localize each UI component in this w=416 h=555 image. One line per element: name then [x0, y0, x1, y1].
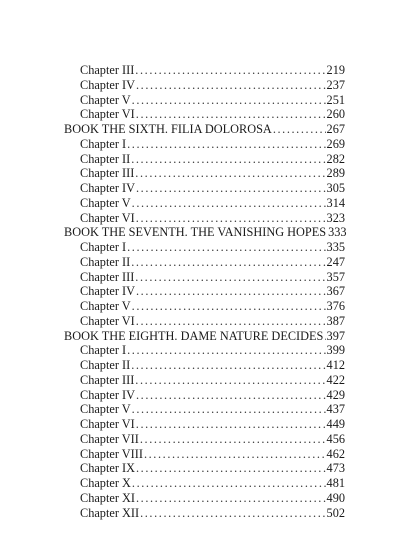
page-number: 333 — [328, 225, 347, 240]
chapter-title: Chapter V — [80, 195, 131, 210]
chapter-title: Chapter IX — [80, 461, 135, 476]
dot-leader — [135, 373, 325, 388]
dot-leader — [135, 166, 325, 181]
toc-chapter-entry — [64, 314, 345, 329]
toc-chapter-entry — [64, 240, 345, 255]
dot-leader — [132, 476, 326, 491]
dot-leader — [131, 255, 325, 270]
dot-leader — [144, 447, 326, 462]
toc-chapter-entry — [64, 402, 345, 417]
page-number: 490 — [326, 490, 345, 505]
page-number: 282 — [326, 151, 345, 166]
chapter-title: Chapter IV — [80, 387, 135, 402]
chapter-title: Chapter IV — [80, 181, 135, 195]
page-number: 481 — [326, 476, 345, 490]
dot-leader — [132, 402, 326, 417]
chapter-title: Chapter I — [80, 240, 127, 254]
dot-leader — [127, 343, 325, 358]
dot-leader — [136, 78, 326, 93]
dot-leader — [140, 432, 326, 447]
page-number: 357 — [326, 269, 345, 284]
page-number: 314 — [326, 195, 345, 210]
toc-chapter-entry — [64, 270, 345, 285]
chapter-title: Chapter III — [80, 372, 135, 387]
page-number: 335 — [326, 240, 345, 254]
toc-book-entry — [64, 122, 345, 137]
toc-book-entry — [64, 329, 345, 344]
page-number: 437 — [326, 402, 345, 417]
chapter-title: Chapter V — [80, 299, 131, 313]
page-number: 219 — [326, 63, 345, 77]
page-number: 412 — [326, 358, 345, 372]
book-title: BOOK THE EIGHTH. DAME NATURE DECIDES — [64, 328, 324, 343]
page-number: 267 — [326, 122, 345, 136]
toc-chapter-entry — [64, 93, 345, 108]
toc-chapter-entry — [64, 388, 345, 403]
page-number: 376 — [326, 299, 345, 313]
toc-chapter-entry — [64, 447, 345, 462]
page-number: 473 — [326, 461, 345, 476]
dot-leader — [136, 284, 326, 299]
page-number: 237 — [326, 77, 345, 92]
chapter-title: Chapter VI — [80, 107, 135, 122]
page-number: 260 — [326, 107, 345, 122]
page-number: 462 — [326, 446, 345, 461]
toc-chapter-entry — [64, 491, 345, 506]
chapter-title: Chapter III — [80, 166, 135, 181]
toc-chapter-entry — [64, 417, 345, 432]
dot-leader — [136, 181, 326, 196]
dot-leader — [136, 388, 326, 403]
dot-leader — [132, 93, 326, 108]
dot-leader — [136, 314, 326, 329]
toc-chapter-entry — [64, 373, 345, 388]
toc-book-entry — [64, 225, 345, 240]
chapter-title: Chapter I — [80, 136, 127, 151]
dot-leader — [324, 329, 325, 344]
toc-chapter-entry — [64, 506, 345, 521]
dot-leader — [132, 196, 326, 211]
page-number: 289 — [326, 166, 345, 181]
page-number: 422 — [326, 372, 345, 387]
dot-leader — [136, 461, 326, 476]
toc-chapter-entry — [64, 196, 345, 211]
page-number: 251 — [326, 92, 345, 107]
chapter-title: Chapter II — [80, 151, 131, 166]
dot-leader — [136, 211, 326, 226]
toc-chapter-entry — [64, 461, 345, 476]
chapter-title: Chapter V — [80, 402, 131, 417]
dot-leader — [131, 152, 325, 167]
chapter-title: Chapter II — [80, 358, 131, 372]
page-number: 323 — [326, 210, 345, 225]
chapter-title: Chapter VII — [80, 431, 139, 446]
chapter-title: Chapter VI — [80, 313, 135, 328]
dot-leader — [127, 240, 325, 255]
book-title: BOOK THE SIXTH. FILIA DOLOROSA — [64, 122, 272, 136]
page-number: 429 — [326, 387, 345, 402]
toc-chapter-entry — [64, 63, 345, 78]
toc-chapter-entry — [64, 476, 345, 491]
dot-leader — [135, 270, 325, 285]
page-number: 502 — [326, 505, 345, 520]
chapter-title: Chapter II — [80, 254, 131, 269]
dot-leader — [135, 63, 325, 78]
dot-leader — [131, 358, 325, 373]
dot-leader — [127, 137, 325, 152]
toc-chapter-entry — [64, 358, 345, 373]
toc-chapter-entry — [64, 255, 345, 270]
toc-chapter-entry — [64, 78, 345, 93]
dot-leader — [136, 491, 326, 506]
chapter-title: Chapter VI — [80, 417, 135, 431]
page-number: 247 — [326, 254, 345, 269]
dot-leader — [140, 506, 325, 521]
chapter-title: Chapter X — [80, 476, 131, 490]
toc-chapter-entry — [64, 284, 345, 299]
chapter-title: Chapter VIII — [80, 446, 143, 461]
page-number: 399 — [326, 343, 345, 358]
toc-chapter-entry — [64, 166, 345, 181]
chapter-title: Chapter III — [80, 63, 135, 77]
toc-chapter-entry — [64, 432, 345, 447]
page-number: 387 — [326, 313, 345, 328]
table-of-contents — [64, 63, 345, 520]
chapter-title: Chapter IV — [80, 77, 135, 92]
toc-chapter-entry — [64, 137, 345, 152]
toc-chapter-entry — [64, 211, 345, 226]
chapter-title: Chapter V — [80, 92, 131, 107]
page-number: 269 — [326, 136, 345, 151]
toc-chapter-entry — [64, 343, 345, 358]
page-number: 449 — [326, 417, 345, 431]
chapter-title: Chapter III — [80, 269, 135, 284]
page-number: 367 — [326, 284, 345, 299]
toc-chapter-entry — [64, 299, 345, 314]
toc-chapter-entry — [64, 181, 345, 196]
chapter-title: Chapter I — [80, 343, 127, 358]
page-number: 305 — [326, 181, 345, 195]
chapter-title: Chapter IV — [80, 284, 135, 299]
dot-leader — [273, 122, 326, 137]
chapter-title: Chapter XII — [80, 505, 140, 520]
toc-chapter-entry — [64, 152, 345, 167]
dot-leader — [136, 417, 326, 432]
chapter-title: Chapter XI — [80, 490, 135, 505]
page-number: 397 — [326, 328, 345, 343]
toc-chapter-entry — [64, 107, 345, 122]
page-number: 456 — [326, 431, 345, 446]
chapter-title: Chapter VI — [80, 210, 135, 225]
dot-leader — [132, 299, 326, 314]
book-title: BOOK THE SEVENTH. THE VANISHING HOPES — [64, 225, 327, 240]
dot-leader — [136, 107, 326, 122]
